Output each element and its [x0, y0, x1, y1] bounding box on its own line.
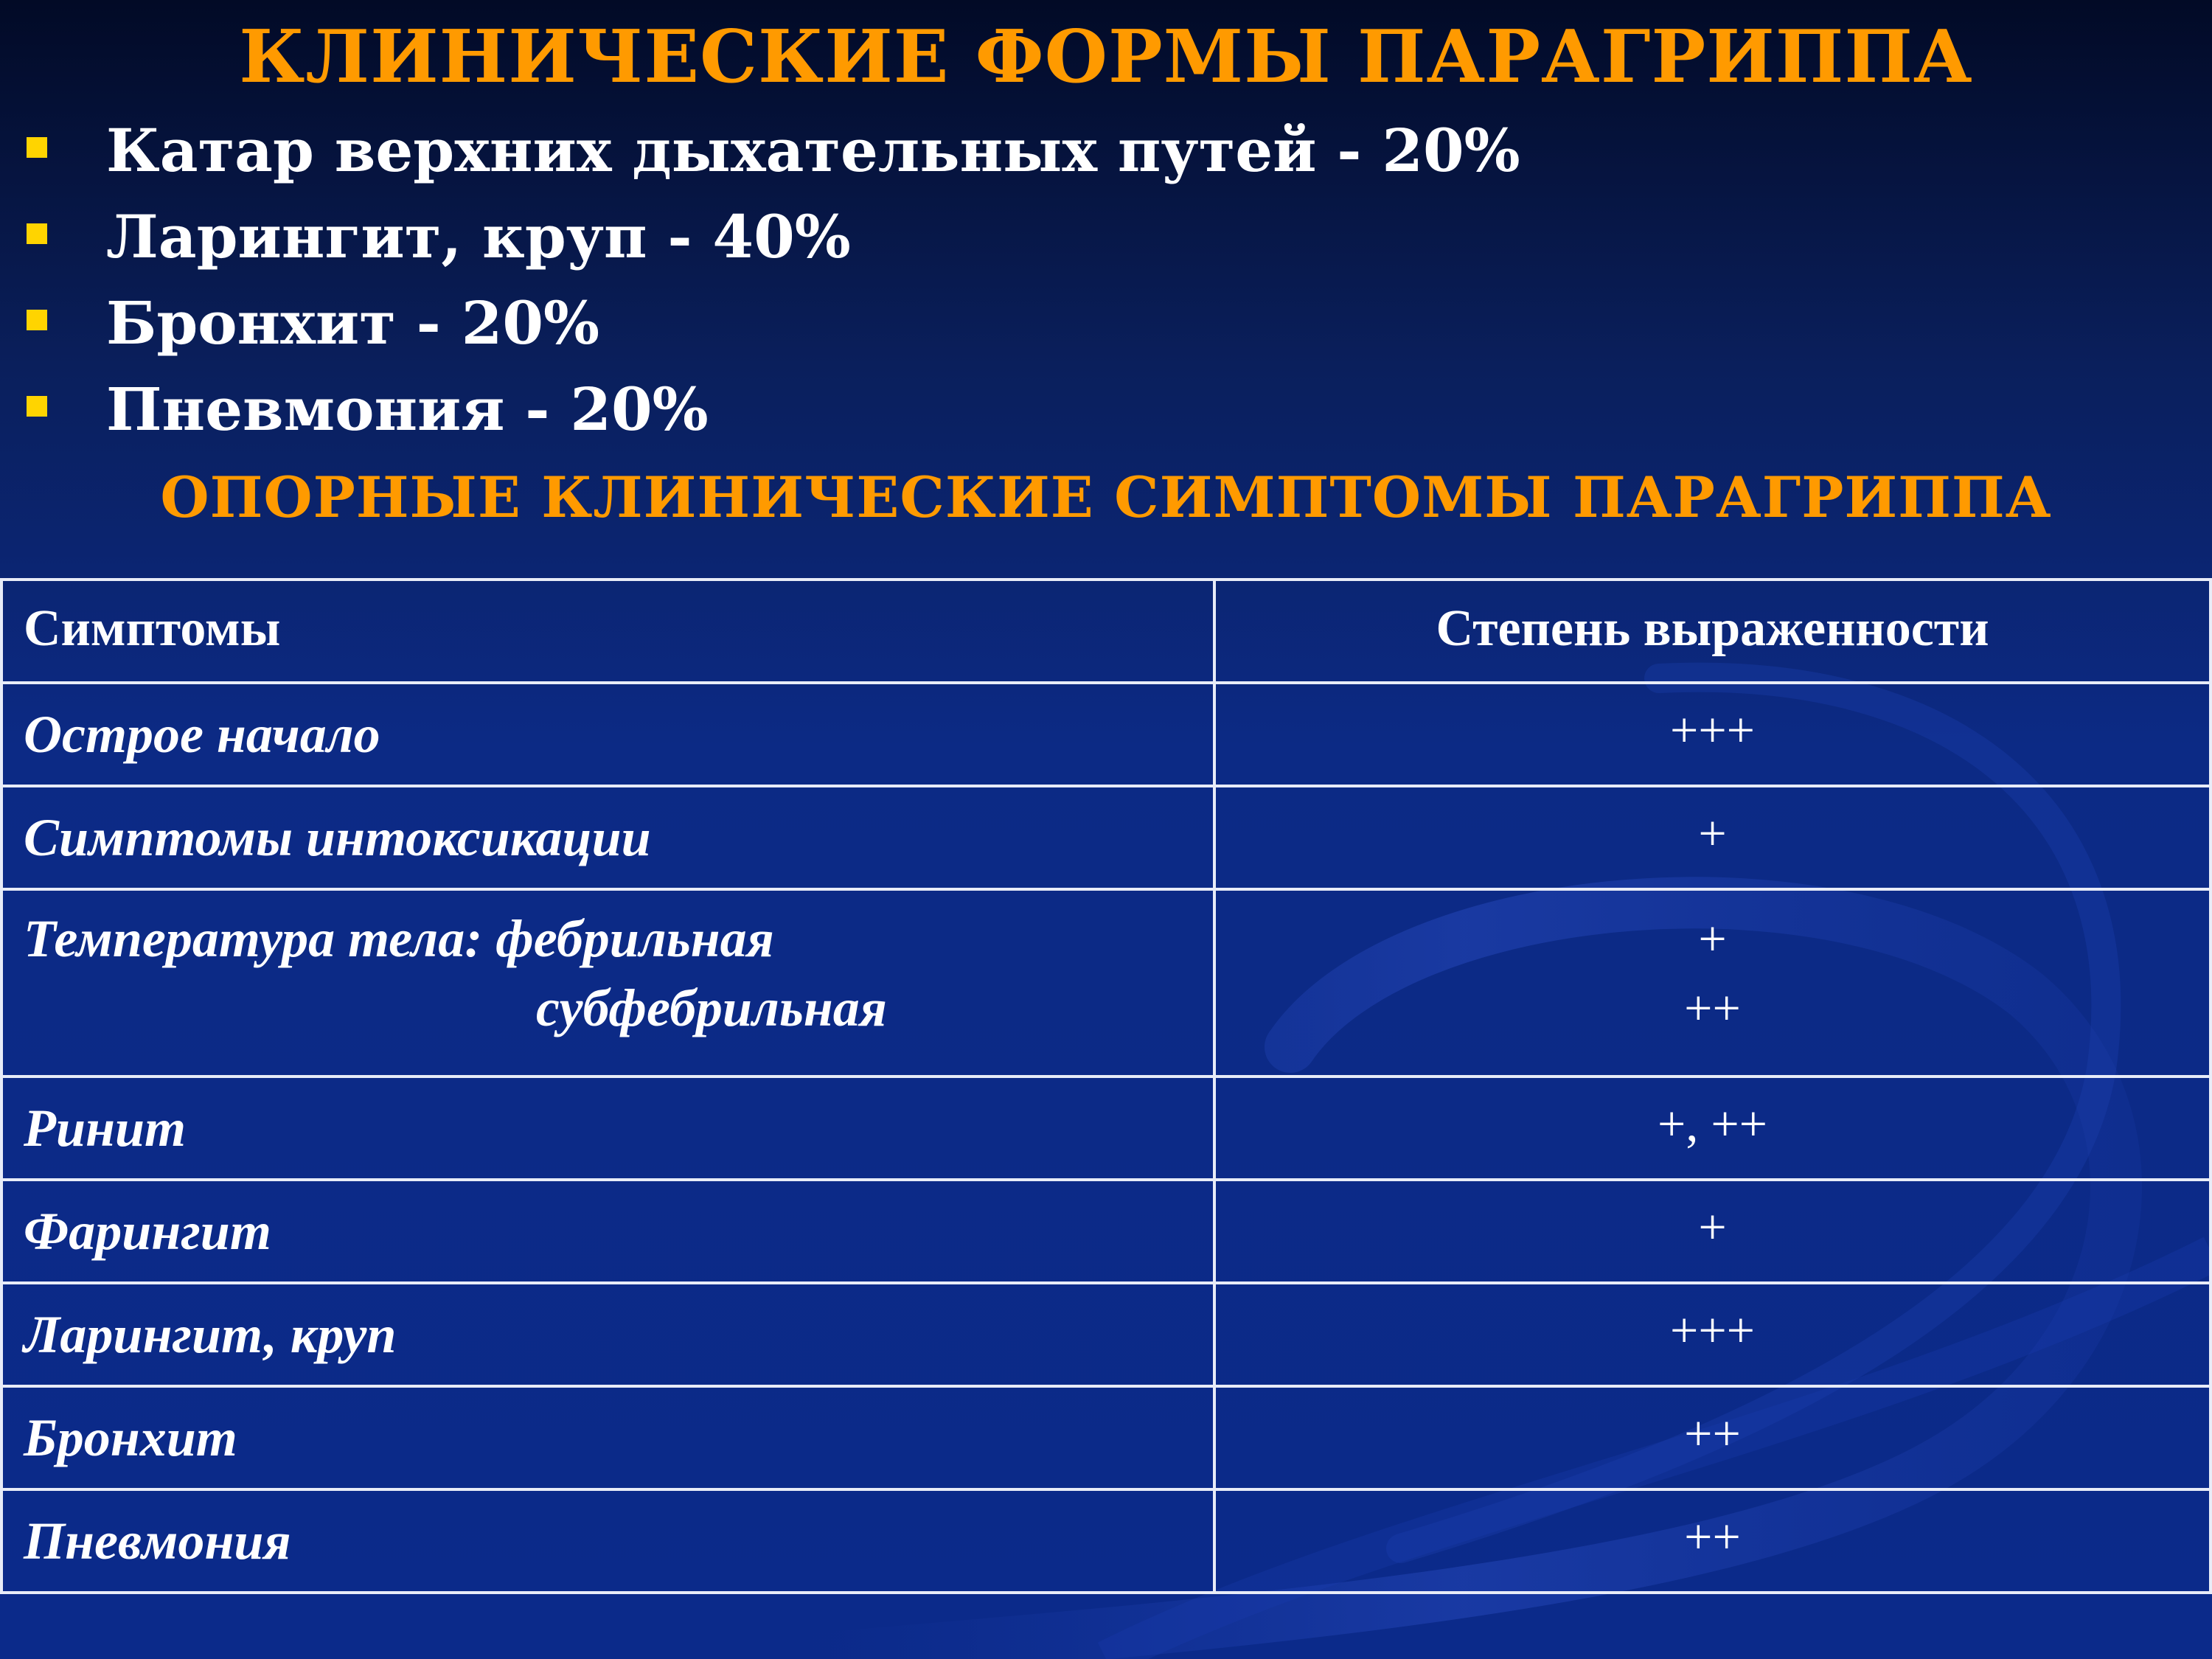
square-bullet-icon [27, 137, 47, 158]
symptom-cell: Пневмония [1, 1489, 1214, 1593]
degree-cell: + [1214, 786, 2211, 889]
symptom-cell: Ринит [1, 1077, 1214, 1180]
symptom-cell: Фарингит [1, 1180, 1214, 1283]
table-row [1, 1386, 2211, 1489]
symptoms-table-container [0, 578, 2212, 1594]
list-item [0, 280, 2212, 366]
list-item [0, 108, 2212, 194]
list-item [0, 366, 2212, 453]
degree-cell: ++ [1214, 1386, 2211, 1489]
symptom-cell: Ларингит, круп [1, 1283, 1214, 1386]
table-row [1, 1283, 2211, 1386]
degree-cell: ++ [1214, 1489, 2211, 1593]
table-row [1, 683, 2211, 786]
square-bullet-icon [27, 396, 47, 417]
degree-cell: +, ++ [1214, 1077, 2211, 1180]
table-row [1, 889, 2211, 1077]
degree-cell: +++ [1214, 1283, 2211, 1386]
table-header-row [1, 580, 2211, 683]
degree-line-subfebrile: ++ [1684, 980, 1741, 1036]
symptom-line-febrile: Температура тела: фебрильная [24, 909, 774, 968]
column-header-symptoms: Симптомы [1, 580, 1214, 683]
list-item [0, 194, 2212, 280]
square-bullet-icon [27, 310, 47, 330]
page-title: КЛИНИЧЕСКИЕ ФОРМЫ ПАРАГРИППА [239, 15, 1973, 100]
symptom-line-subfebrile: субфебрильная [536, 978, 887, 1037]
table-row [1, 786, 2211, 889]
section-subtitle: ОПОРНЫЕ КЛИНИЧЕСКИЕ СИМПТОМЫ ПАРАГРИППА [160, 465, 2052, 530]
list-item-text: Бронхит - 20% [106, 288, 600, 358]
column-header-degree: Степень выраженности [1214, 580, 2211, 683]
symptom-cell [1, 889, 1214, 1077]
list-item-text: Пневмония - 20% [106, 375, 709, 444]
symptom-cell: Острое начало [1, 683, 1214, 786]
square-bullet-icon [27, 223, 47, 244]
symptoms-table [0, 578, 2212, 1594]
list-item-text: Катар верхних дыхательных путей - 20% [106, 116, 1520, 185]
degree-cell [1214, 889, 2211, 1077]
table-row [1, 1077, 2211, 1180]
clinical-forms-list [0, 108, 2212, 453]
degree-cell: + [1214, 1180, 2211, 1283]
symptom-cell: Бронхит [1, 1386, 1214, 1489]
symptom-cell: Симптомы интоксикации [1, 786, 1214, 889]
list-item-text: Ларингит, круп - 40% [106, 202, 851, 271]
degree-cell: +++ [1214, 683, 2211, 786]
table-row [1, 1180, 2211, 1283]
table-row [1, 1489, 2211, 1593]
degree-line-febrile: + [1698, 911, 1727, 967]
